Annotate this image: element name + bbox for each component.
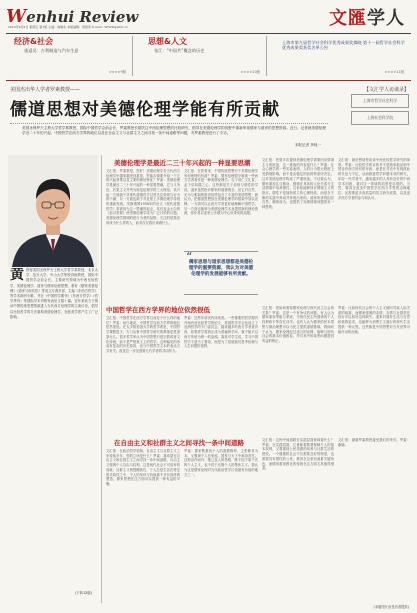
sponsor-logos — [351, 94, 409, 128]
article-summary: 美国圣保罗天主教大学哲学系教授、国际中国哲学会前会长，罗素教授长期关注中西伦理思想的比较研究，倡导在美德伦理学的视野中重新审视儒家与道家的思想资源。近日，记者就美德伦理学近二十年的兴起、中国哲学在西方学界的地位以及在自由主义与社群主义之间寻找一条中间道路等问题，对罗素教授进行了专访。 — [22, 126, 326, 135]
photo-credit: (本版图片由受访者提供) — [373, 605, 409, 609]
continued-note: (下转12版) — [74, 590, 92, 595]
quote-rule-top — [184, 251, 258, 252]
issue-meta-line: 2013年9月6日 星期五 第7版 主编：韩晓东 本版编辑：徐欣彤 E-mail：WHXR@whb.cn — [8, 25, 128, 29]
article-text-col4-top: 文汇报：最后想请您谈谈中西比较哲学研究的前景。罗素：比较哲学的目的并不是简单地证明中国也有西方所有的东西，而是在对话中发现彼此的长处与不足，从而推进哲学问题本身的研究。年轻一代学者中，越来越多的人具有良好的中西学术训练，我对这一领域的前景是乐观的。当然，要真正改变中国哲学在西方学界的边缘地位，还需要更多高质量的英文研究成果，以及更多西方学者的参与和认可。 — [338, 158, 410, 200]
article-text-col1-top: 文汇报：罗素教授，您好！美德伦理学在当代西方伦理学中越来越受到重视，您能否简要介绍一下它的兴起背景以及主要的理论特征？罗素：美德伦理学是最近二三十年兴起的一种显要思潮，它与义务论、后果主义并列为规范伦理学的三大理论。其兴起一方面源于对现代道德哲学过度关注规则与行为的不满，另一方面也源于对亚里士多德伦理学传统的重新发现。安斯康姆1958年的论文《现代道德哲学》常被视为这一思潮的起点，其后麦金太尔的《追寻美德》使美德伦理学成为广泛讨论的议题。美德伦理学强调的是行为者的品格，关注的是我应该成为什么样的人，而非仅仅我应该做什么。 — [106, 169, 180, 225]
sponsor-logo: 上海社会科学院 — [351, 111, 409, 125]
column-tag: 【文汇学人访谈录】 — [363, 87, 409, 93]
author-bio: 黄 教授美国圣保罗天主教大学哲学系教授，北京大学、复旦大学、中山大学等校讲座教授，国际中国哲学会前会长。主要研究领域为中西比较哲学、美德伦理学、道家与儒家伦理思想。著有《儒家美德伦理》《道家与现代性》等英文专著多部，主编《东西方哲学》等学术期刊专辑，并在《中国哲学期刊》《东西方哲学》《哲学季刊》等国际学术刊物发表论文数十篇。近年来致力于推动中国传统思想资源进入当代西方伦理学的主流讨论，倡导以比较哲学的方法重构美德伦理学，在欧美学界产生了广泛影响。 (下转12版) — [10, 268, 98, 595]
portrait-photo — [8, 155, 98, 267]
article-text-col2-mid: 罗素：近些年情况有所改善。一些重要的哲学期刊开始刊登比较哲学的论文，美国哲学学会也设立了亚洲哲学的专门委员会。越来越多的西方学者意识到，如果哲学要真正成为普遍的学问，就不能只以西方传统为唯一的参照。我常对学生说，学习中国哲学不是为了猎奇，而是为了拓展我们思考伦理与人生问题的视野。 — [184, 316, 258, 349]
bio-initial: 黄 — [10, 268, 24, 283]
wenhui-xueren-title: 文匯学人 — [329, 8, 405, 29]
article-text-col4-mid: 罗素：比如现代社会的个人主义倾向导致人际关系的疏离，而儒家强调的亲情、友情与社群责任恰好可以弥补这种缺失。道家对简朴生活与自然和谐的追求，也能够为消费主义盛行的现代生活提供一种反思。这些都是中国思想对当代世界可能作出的贡献。 — [338, 306, 410, 334]
sponsor-logo: 上海市哲学社会科学 — [351, 94, 409, 108]
byline: 本报记者 李纯一 — [294, 143, 321, 147]
nav-item-humanities[interactable]: 思想&人文 张江：“中国共”概念的历史 >>>>10版 — [136, 36, 267, 76]
section-nav — [6, 36, 411, 78]
article-text-col1-mid: 文汇报：中国哲学在西方学界目前处于什么样的地位？罗素：坦白地说，中国哲学在西方学界的地位依然很低。在大多数美国大学的哲学系里，中国哲学课程很少，专门从事中国哲学研究的教师更是寥寥无几。很多哲学家认为中国思想只是宗教或者文化传统，而不是严格意义上的哲学。这种偏见的形成有复杂的历史原因，也与中国哲学文本的表达方式有关。改变这一状况需要几代学者的共同努力。 — [106, 316, 180, 353]
nav-item-economy[interactable]: 经济&社会 重返吴：吉利制造与汽车生意 >>>>9版 — [6, 36, 133, 76]
masthead-rule — [6, 33, 411, 34]
article-text-col2-top: 文汇报：在您看来，中国传统思想对于美德伦理学有何独特的价值？罗素：儒家伦理很早就被一些西方学者看作是一种美德伦理学。孔子讲仁义礼智，孟子讲四端之心，这些都是关于品格与德性的学说。道家虽然批评儒家的道德观念，但它对自然、无为与柔弱的推崇同样包含了丰富的美德思想。我认为，把儒道思想放在美德伦理学的框架中加以诠释，一方面可以让西方学者更好地理解中国哲学，另一方面也能够为美德伦理学本身提供新的理论资源，弥补其以亚里士多德为中心所带来的局限。 — [184, 169, 258, 216]
section-heading-3: 在自由主义和社群主义之间寻找一条中间道路 — [114, 439, 244, 447]
article-text-col4-bot: 文汇报：谢谢罗素教授接受我们的采访。罗素：谢谢。 — [338, 438, 410, 447]
portrait-illustration — [8, 155, 98, 267]
article-text-col2-bot: 罗素：儒家既重视个人的道德修养，主张修身为本，又强调个人在家庭、国家与天下中承担责任。这种由内而外、推己及人的思路，既不同于原子式的个人主义，也不同于压制个人的集体主义。我认为这是儒家伦理对当代政治哲学讨论最有价值的地方之一。 — [184, 449, 258, 477]
article-text-col1-bot: 文汇报：在政治哲学领域，自由主义与社群主义之争持续多年，您的立场是什么？罗素：我希望在自由主义和社群主义之间寻找一条中间道路。自由主义强调个人自由与权利，这是现代社会不可放弃的成就；社群主义则提醒我们，个人总是生活在特定的共同体之中，个人的身份与价值离不开共同体的塑造。儒家思想在这方面可以提供一种有益的平衡。 — [106, 449, 180, 486]
quote-mark-icon: “ — [186, 250, 193, 264]
article-text-col3-mid: 文汇报：您如何看待儒家伦理与现代民主社会的关系？罗素：这是一个有争议的问题。有人认为儒家重视等级与家庭，与现代民主所强调的个人权利和平等存在冲突；也有人认为儒家的民本思想与德治理想可以为民主提供道德基础。我倾向于认为，儒家伦理经过适当的诠释，能够与现代社会的基本价值相容，并对其中的某些问题提供有益的矫正。 — [262, 306, 334, 343]
page-headline: 儒道思想对美德伦理学能有所贡献 — [10, 100, 280, 120]
column-divider — [101, 155, 102, 603]
section-heading-2: 中国哲学在西方学界的地位依然很低 — [106, 306, 210, 314]
article-text-col3-bot: 文汇报：这种中间道路在实践层面意味着什么？罗素：在实践层面，它意味着既要保障个人的基本权利，又要重视公民美德的培养与社群生活的建设。一个健康的社会不仅需要良好的制度，也需要具有德性的公民。教育在这里扮演着关键角色，而儒家重视教化的传统在这方面尤其值得借鉴。 — [262, 438, 334, 471]
headline-kicker: 美国杰出华人学者罗素教授—— — [10, 87, 81, 93]
nav-rule — [6, 80, 411, 81]
pull-quote: 儒家思想与道家思想都是美德伦理学的重要资源，我认为对美德伦理学的发展能够有所贡献。 — [188, 260, 254, 277]
masthead — [6, 4, 411, 34]
quote-rule-bottom — [184, 294, 258, 295]
wenhui-review-logo: Wenhui Review — [6, 6, 139, 27]
nav-item-awards[interactable]: 上海市第九届哲学社会科学优秀成果奖揭晓 第十一届哲学社会科学优秀成果奖获奖名单公告 >>>>11版 — [282, 40, 405, 74]
section-heading-1: 美德伦理学是最近二三十年兴起的一种显要思潮 — [114, 159, 251, 167]
article-text-col3-top: 文汇报：您曾多次提到美德伦理学需要回应情境主义的挑战，这一挑战的内容是什么？罗素：社会心理学的一些实验表明，人的行为很大程度上受情境影响，而不是由稳定的品格特质所决定。这对美德伦理学构成了严重挑战。不过我认为，儒家重视礼与修身，强调在具体的人伦关系与生活情境中培养德性，这恰恰能够回应情境主义的批评。德性不是抽象孤立的心理特质，而是在不断的实践中养成并体现出来的。道家所讲的因应自然、顺势而为，也提供了处理情境问题的另一种思路。 — [262, 158, 334, 210]
